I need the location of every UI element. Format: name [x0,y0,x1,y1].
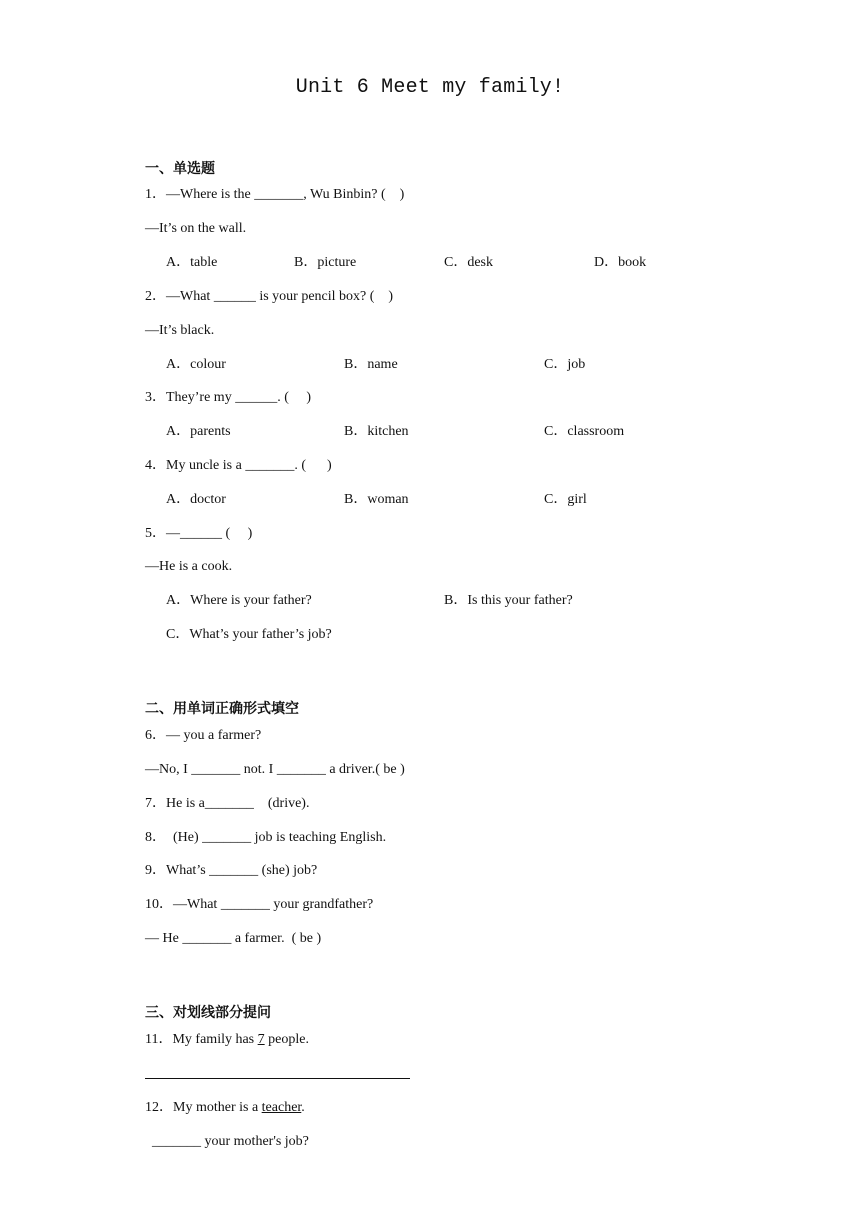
question-4-option-a: A．doctor [166,492,226,507]
question-5-answer-line: —He is a cook. [145,559,233,574]
answer-blank-line [145,1078,410,1079]
question-6-answer-line: —No, I _______ not. I _______ a driver.( be ) [145,762,405,777]
question-5-option-a: A．Where is your father? [166,593,312,608]
question-1-option-b: B．picture [294,255,357,270]
question-12-answer-line: _______ your mother's job? [152,1134,309,1149]
question-4-option-c: C．girl [544,492,587,507]
question-4-option-b: B．woman [344,492,409,507]
question-1-option-d: D．book [594,255,647,270]
question-9: 9．What’s _______ (she) job? [145,863,318,878]
question-7: 7．He is a_______ (drive). [145,796,310,811]
question-2-answer-line: —It’s black. [145,323,215,338]
question-10-answer-line: — He _______ a farmer. ( be ) [145,931,322,946]
page-title: Unit 6 Meet my family! [295,76,565,99]
question-3-option-b: B．kitchen [344,424,409,439]
question-2: 2．—What ______ is your pencil box? ( ) [145,289,394,304]
section-heading-fill-in: 二、用单词正确形式填空 [145,701,299,717]
question-3: 3．They’re my ______. ( ) [145,390,312,405]
question-10: 10．—What _______ your grandfather? [145,897,374,912]
question-5-option-b: B．Is this your father? [444,593,573,608]
question-1: 1．—Where is the _______, Wu Binbin? ( ) [145,187,405,202]
question-12-prefix: 12．My mother is a [145,1100,262,1115]
section-heading-multiple-choice: 一、单选题 [145,161,215,177]
question-11-underlined: 7 [257,1032,265,1047]
question-12 [145,1099,305,1117]
question-1-option-c: C．desk [444,255,493,270]
question-11-prefix: 11．My family has [145,1032,258,1047]
question-12-underlined: teacher [261,1100,302,1115]
question-3-option-a: A．parents [166,424,231,439]
question-12-suffix: . [301,1100,305,1115]
question-3-option-c: C．classroom [544,424,625,439]
question-4: 4．My uncle is a _______. ( ) [145,458,332,473]
question-2-option-a: A．colour [166,357,226,372]
section-heading-ask-underlined: 三、对划线部分提问 [145,1005,271,1021]
question-2-option-c: C．job [544,357,586,372]
question-8: 8． (He) _______ job is teaching English. [145,830,387,845]
question-5-option-c: C．What’s your father’s job? [166,627,332,642]
question-6: 6．— you a farmer? [145,728,262,743]
question-11 [145,1031,309,1049]
question-11-suffix: people. [264,1032,309,1047]
question-1-answer-line: —It’s on the wall. [145,221,247,236]
question-1-option-a: A．table [166,255,218,270]
question-5: 5．—______ ( ) [145,526,253,541]
question-2-option-b: B．name [344,357,398,372]
